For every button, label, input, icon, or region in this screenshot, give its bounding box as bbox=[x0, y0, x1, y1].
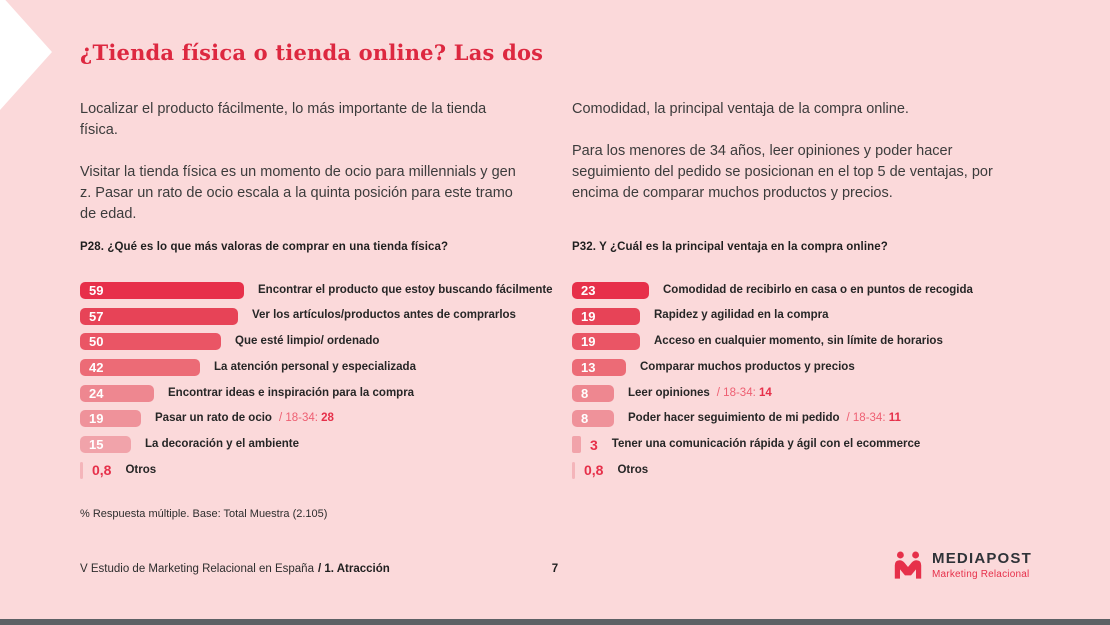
bar-label: Otros bbox=[125, 463, 157, 476]
annotation-prefix: / 18-34: bbox=[278, 412, 322, 425]
bar-row bbox=[80, 410, 565, 427]
bar bbox=[80, 410, 141, 427]
mediapost-people-m-icon bbox=[892, 551, 924, 579]
bar-value: 42 bbox=[89, 360, 104, 376]
annotation-prefix: / 18-34: bbox=[846, 412, 889, 425]
bar-row bbox=[80, 282, 565, 299]
bar-row bbox=[80, 436, 565, 453]
bar bbox=[80, 462, 83, 479]
annotation-value: 11 bbox=[888, 412, 901, 425]
intro-text-fisica bbox=[80, 99, 525, 224]
bar-chart-online bbox=[572, 282, 1092, 488]
annotation-value: 14 bbox=[759, 386, 772, 399]
bar-row bbox=[80, 308, 565, 325]
bar bbox=[572, 462, 575, 479]
bar-label: Ver los artículos/productos antes de comprarlos bbox=[252, 309, 516, 322]
logo-tagline: Marketing Relacional bbox=[932, 568, 1030, 580]
corner-arrow-decoration bbox=[0, 0, 52, 110]
bar bbox=[80, 359, 200, 376]
bar bbox=[572, 410, 614, 427]
bar-label: Comparar muchos productos y precios bbox=[640, 360, 855, 373]
bar-label: Acceso en cualquier momento, sin límite de horarios bbox=[654, 335, 943, 348]
annotation-prefix: / 18-34: bbox=[716, 386, 759, 399]
bar bbox=[572, 385, 614, 402]
annotation-value: 28 bbox=[321, 412, 334, 425]
bar-value: 19 bbox=[581, 308, 596, 324]
bar bbox=[80, 333, 221, 350]
bar-label: Rapidez y agilidad en la compra bbox=[654, 309, 829, 322]
bar-label: Que esté limpio/ ordenado bbox=[235, 335, 380, 348]
bar-label: Poder hacer seguimiento de mi pedido bbox=[628, 412, 840, 425]
logo-text-block bbox=[932, 551, 1032, 580]
bar-value: 15 bbox=[89, 437, 104, 453]
logo-name: MEDIAPOST bbox=[932, 550, 1032, 567]
intro-paragraph: Para los menores de 34 años, leer opiniones y poder hacer seguimiento del pedido se posicionan en el top 5 de ventajas, por encima de comparar muchos productos y precios. bbox=[572, 142, 993, 201]
bar-row bbox=[572, 308, 1092, 325]
bar-row bbox=[572, 359, 1092, 376]
bar bbox=[572, 308, 640, 325]
bar-value: 13 bbox=[581, 360, 596, 376]
bar-label: Leer opiniones bbox=[628, 386, 710, 399]
bar-label: La decoración y el ambiente bbox=[145, 437, 300, 450]
bar-row bbox=[80, 385, 565, 402]
bar-value: 8 bbox=[581, 385, 589, 401]
bar-row bbox=[80, 359, 565, 376]
bar-row bbox=[572, 333, 1092, 350]
bar-value: 19 bbox=[89, 411, 104, 427]
intro-paragraph: Visitar la tienda física es un momento de ocio para millennials y gen z. Pasar un rato de ocio escala a la quinta posición para este tramo de edad. bbox=[80, 163, 516, 222]
bar-label: La atención personal y especializada bbox=[214, 360, 416, 373]
bar bbox=[80, 282, 244, 299]
bar-value: 59 bbox=[89, 283, 104, 298]
bar-row bbox=[80, 333, 565, 350]
bar-value: 0,8 bbox=[92, 462, 112, 479]
footer-section-text: / 1. Atracción bbox=[317, 563, 390, 575]
bar-row bbox=[80, 462, 565, 479]
bar-value: 19 bbox=[581, 334, 596, 350]
bar-label: Otros bbox=[617, 463, 649, 476]
bar bbox=[572, 282, 649, 299]
bar-value: 23 bbox=[581, 283, 596, 298]
age-segment-annotation bbox=[847, 413, 901, 425]
bar-chart-fisica bbox=[80, 282, 565, 488]
bar bbox=[572, 359, 626, 376]
bar-value: 0,8 bbox=[584, 462, 604, 479]
bar-value: 3 bbox=[590, 436, 598, 453]
bar bbox=[572, 333, 640, 350]
intro-paragraph: Comodidad, la principal ventaja de la compra online. bbox=[572, 101, 909, 117]
bar-value: 8 bbox=[581, 411, 589, 427]
bar-value: 50 bbox=[89, 334, 104, 350]
bar-label: Comodidad de recibirlo en casa o en puntos de recogida bbox=[663, 283, 973, 296]
bar bbox=[572, 436, 581, 453]
bar-row bbox=[572, 282, 1092, 299]
question-header-fisica: P28. ¿Qué es lo que más valoras de comprar en una tienda física? bbox=[80, 241, 449, 253]
bar-row bbox=[572, 385, 1092, 402]
bar-row bbox=[572, 410, 1092, 427]
bar-label: Encontrar el producto que estoy buscando fácilmente bbox=[258, 283, 553, 296]
intro-paragraph: Localizar el producto fácilmente, lo más importante de la tienda física. bbox=[80, 101, 487, 138]
footer-study-text: V Estudio de Marketing Relacional en España bbox=[80, 563, 314, 575]
bar-label: Tener una comunicación rápida y ágil con el ecommerce bbox=[611, 437, 921, 450]
intro-text-online bbox=[572, 99, 1034, 204]
mediapost-logo bbox=[892, 551, 1032, 580]
question-header-online: P32. Y ¿Cuál es la principal ventaja en la compra online? bbox=[572, 241, 888, 253]
page-title: ¿Tienda física o tienda online? Las dos bbox=[80, 40, 544, 65]
bar-row bbox=[572, 462, 1092, 479]
age-segment-annotation bbox=[279, 413, 334, 425]
age-segment-annotation bbox=[717, 388, 772, 400]
page-number: 7 bbox=[551, 563, 559, 575]
bar-row bbox=[572, 436, 1092, 453]
bar bbox=[80, 308, 238, 325]
bar bbox=[80, 385, 154, 402]
bar-value: 57 bbox=[89, 308, 104, 324]
bar-label: Encontrar ideas e inspiración para la compra bbox=[168, 386, 415, 399]
bottom-accent-bar bbox=[0, 619, 1110, 625]
bar-value: 24 bbox=[89, 385, 104, 401]
bar bbox=[80, 436, 131, 453]
base-footnote: % Respuesta múltiple. Base: Total Muestra (2.105) bbox=[80, 508, 328, 520]
bar-label: Pasar un rato de ocio bbox=[155, 412, 272, 425]
